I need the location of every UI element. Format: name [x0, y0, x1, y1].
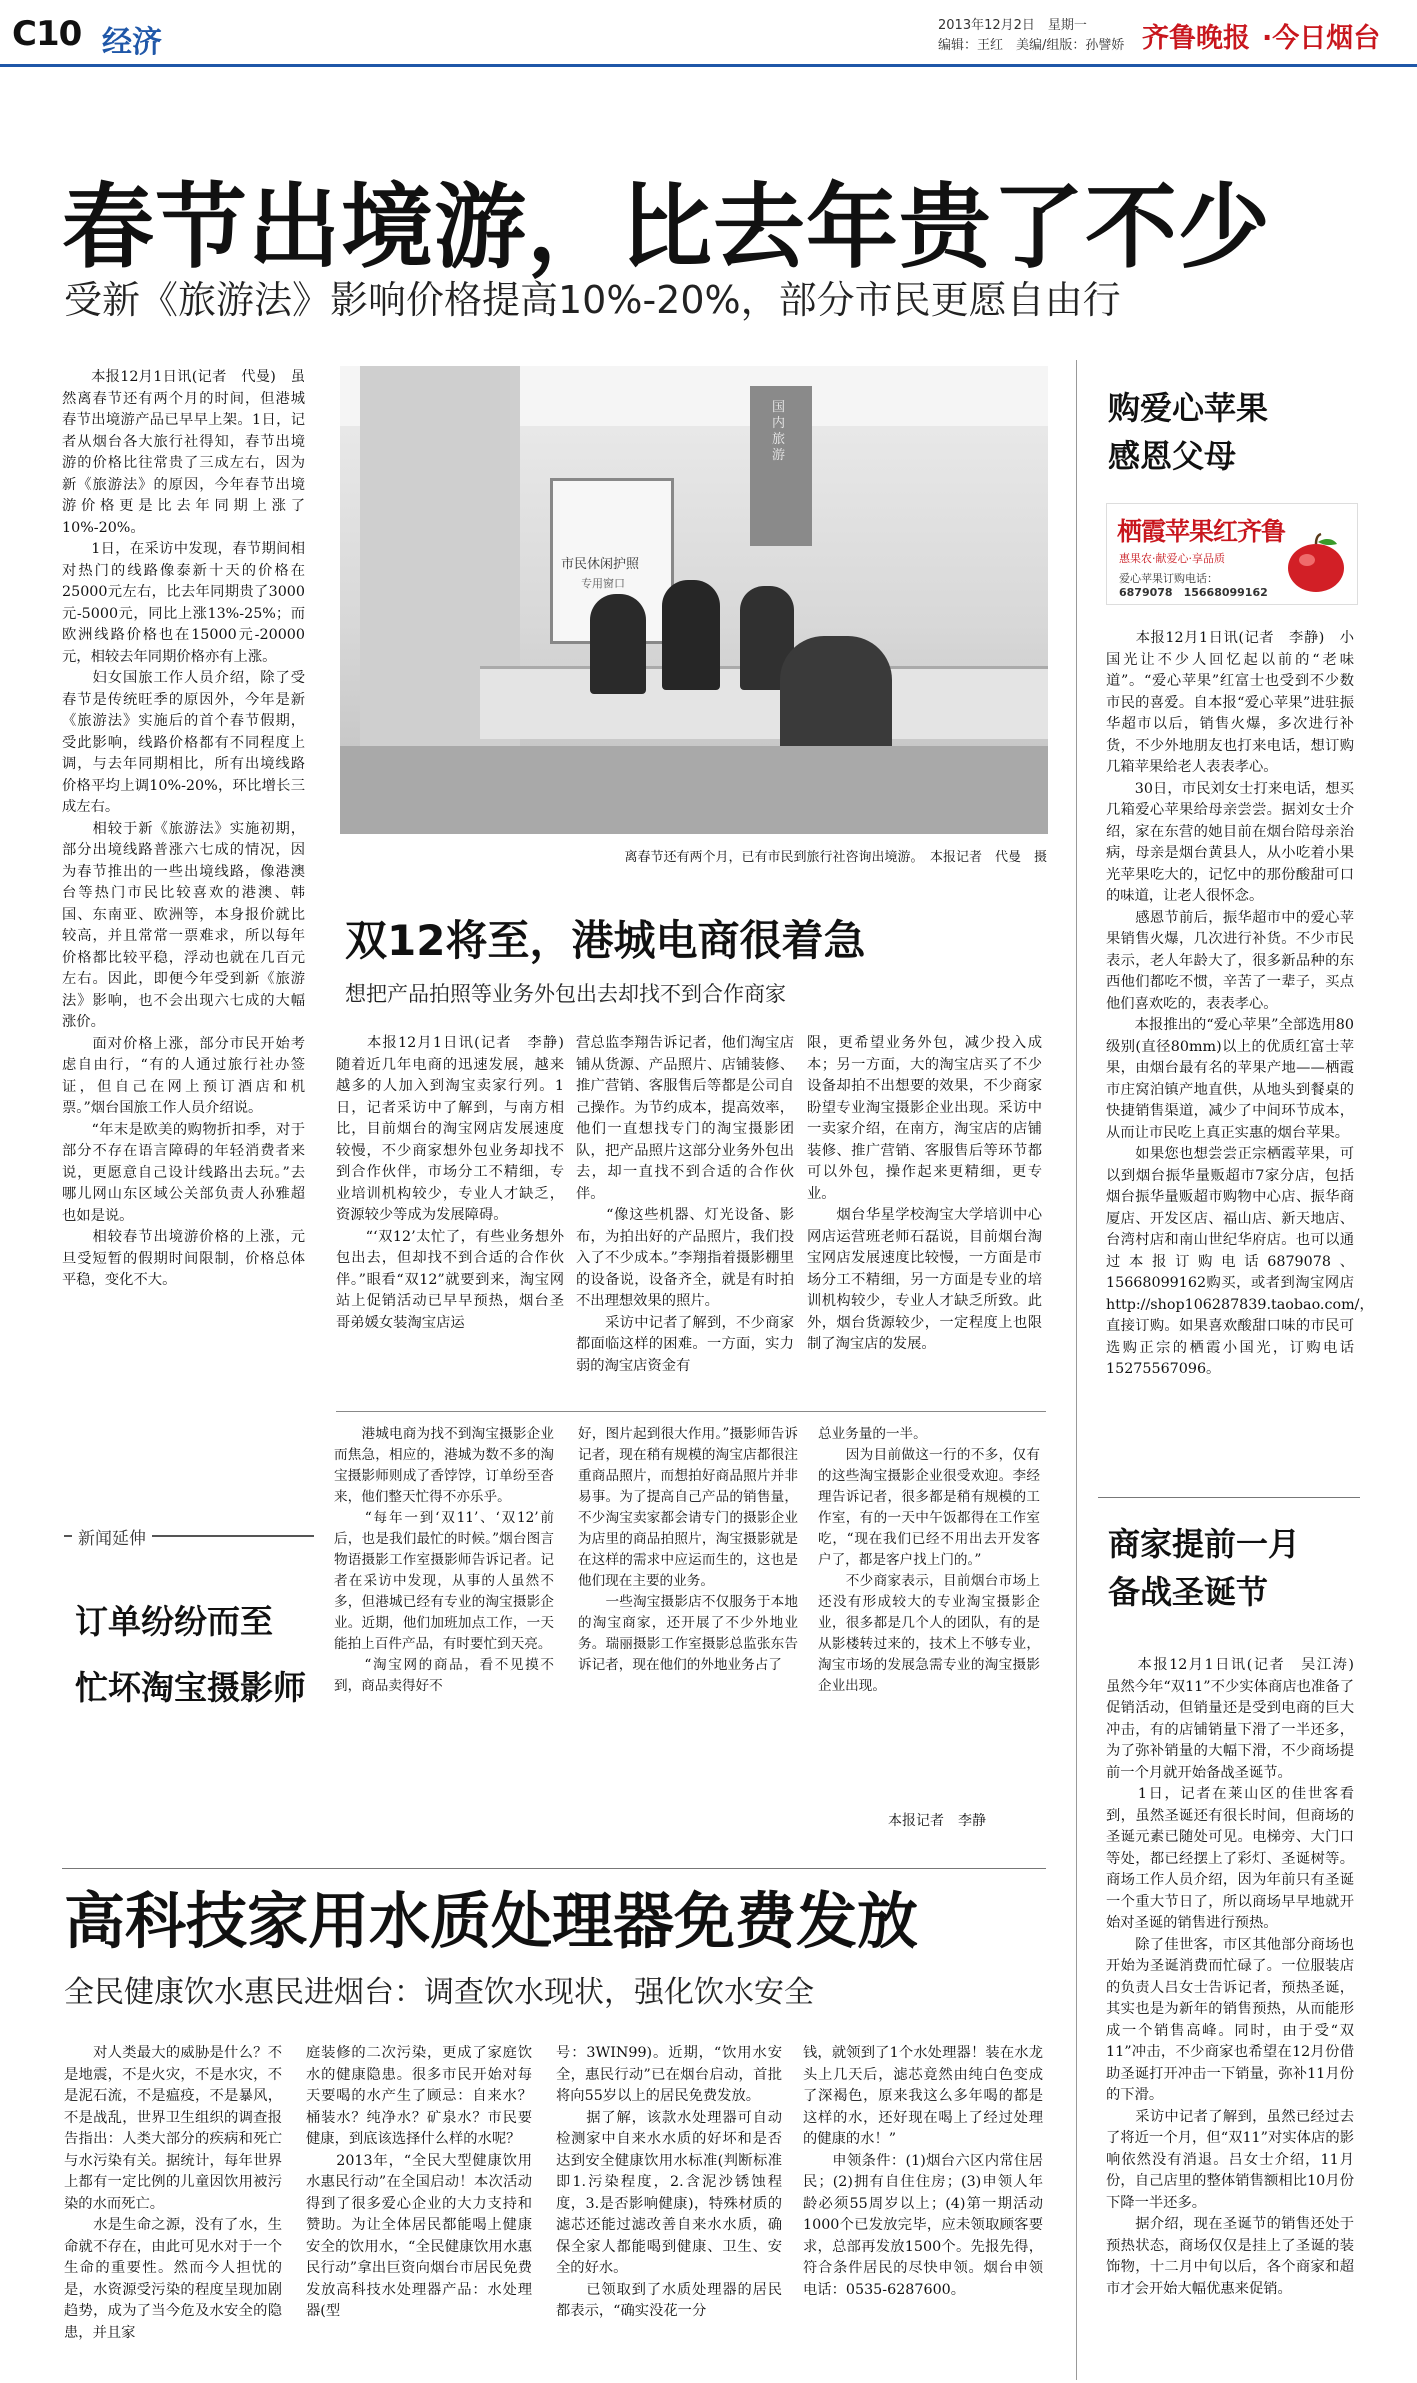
- water-body-col4: 钱，就领到了1个水处理器！装在水龙头上几天后，滤芯竟然由纯白色变成了深褐色，原来我这么多年喝的都是这样的水，还好现在喝上了经过处理的健康的水！” 申领条件：(1)烟台六区内常住居民；(2)拥有自住住房；(3)申领人年龄必须55周岁以上；(4)第一期活动1000个已发放完毕，应未领取顾客要求，总部再发放1500个。先报先得，符合条件居民的尽快申领。烟台申领电话：0535-6287600。: [803, 2045, 1043, 2298]
- lead-headline: 春节出境游，比去年贵了不少: [62, 173, 1272, 281]
- page-header: [0, 0, 1417, 66]
- lead-body-col1: 本报12月1日讯(记者 代曼) 虽然离春节还有两个月的时间，但港城春节出境游产品已早早上架。1日，记者从烟台各大旅行社得知，春节出境游的价格比往常贵了三成左右，因为新《旅游法》的原因，今年春节出境游价格更是比去年同期上涨了10%-20%。 1日，在采访中发现，春节期间相对热门的线路像泰新十天的价格在25000元左右，比去年同期贵了3000元-5000元，同比上涨13%-25%；而欧洲线路价格也在15000元-20000元，相较去年同期价格亦有上涨。 妇女国旅工作人员介绍，除了受春节是传统旺季的原因外，今年是新《旅游法》实施后的首个春节假期，受此影响，线路价格都有不同程度上调，与去年同期相比，所有出境线路价格平均上调10%-20%，环比增长三成左右。 相较于新《旅游法》实施初期，部分出境线路普涨六七成的情况，因为春节推出的一些出境线路，像港澳台等热门市民比较喜欢的港澳、韩国、东南亚、欧洲等，本身报价就比较高，并且常常一票难求，所以每年价格都比较平稳，浮动也就在几百元左右。因此，即便今年受到新《旅游法》影响，也不会出现六七成的大幅涨价。 面对价格上涨，部分市民开始考虑自由行，“有的人通过旅行社办签证，但自己在网上预订酒店和机票。”烟台国旅工作人员介绍说。 “年末是欧美的购物折扣季，对于部分不存在语言障碍的年轻消费者来说，更愿意自己设计线路出去玩。”去哪儿网山东区域公关部负责人孙雅超也如是说。 相较春节出境游价格的上涨，元旦受短暂的假期时间限制，价格总体平稳，变化不大。: [62, 369, 305, 1288]
- newspaper-logo: 齐鲁晚报: [1142, 23, 1250, 54]
- apple-headline-1: 购爱心苹果: [1108, 389, 1269, 427]
- apple-icon: [1285, 534, 1347, 594]
- water-body-col1: 对人类最大的威胁是什么？不是地震，不是火灾，不是水灾，不是泥石流，不是瘟疫，不是暴风，不是战乱，世界卫生组织的调查报告指出：人类大部分的疾病和死亡与水污染有关。据统计，每年世界上都有一定比例的儿童因饮用被污染的水而死亡。 水是生命之源，没有了水，生命就不存在，由此可见水对于一个生命的重要性。然而今人担忧的是，水资源受污染的程度呈现加剧趋势，成为了当今危及水安全的隐患，并且家: [64, 2045, 282, 2341]
- ecommerce-divider: [336, 1411, 1046, 1412]
- news-extension-tag: [64, 1529, 314, 1557]
- photo-sign-subtext: 专用窗口: [581, 577, 625, 590]
- page-number: C10: [12, 14, 82, 54]
- orders-headline-2: 忙坏淘宝摄影师: [75, 1668, 306, 1707]
- apple-advert-phone-label: 爱心苹果订购电话：: [1119, 572, 1218, 585]
- ecommerce-body-col2: 营总监李翔告诉记者，他们淘宝店铺从货源、产品照片、店铺装修、推广营销、客服售后等都是公司自己操作。为节约成本，提高效率，他们一直想找专门的淘宝摄影团队，把产品照片这部分业务外包出去，却一直找不到合适的合作伙伴。 “像这些机器、灯光设备、影布，为拍出好的产品照片，我们投入了不少成本。”李翔指着摄影棚里的设备说，设备齐全，就是有时拍不出理想效果的照片。 采访中记者了解到，不少商家都面临这样的困难。一方面，实力弱的淘宝店资金有: [576, 1035, 794, 1374]
- news-extension-tag-text: 新闻延伸: [72, 1524, 152, 1549]
- edition-label: 今日烟台: [1272, 23, 1381, 54]
- header-rule: [0, 64, 1417, 67]
- lower-section-rule: [62, 1868, 1046, 1869]
- ecommerce-body-col3: 限，更希望业务外包，减少投入成本；另一方面，大的淘宝店买了不少设备却拍不出想要的效果，不少商家盼望专业淘宝摄影企业出现。采访中一卖家介绍，在南方，淘宝店的店铺装修、推广营销、客服售后等环节都可以外包，操作起来更精细，更专业。 烟台华星学校淘宝大学培训中心网店运营班老师石磊说，目前烟台淘宝网店发展速度比较慢，一方面是市场分工不精细，另一方面是专业的培训机构较少，专业人才缺乏所致。此外，烟台货源较少，一定程度上也限制了淘宝店的发展。: [807, 1035, 1042, 1352]
- xmas-body: 本报12月1日讯(记者 吴江涛) 虽然今年“双11”不少实体商店也准备了促销活动，但销量还是受到电商的巨大冲击，有的店铺销量下滑了一半还多，为了弥补销量的大幅下滑，不少商场提前一个月就开始备战圣诞节。 1日，记者在莱山区的佳世客看到，虽然圣诞还有很长时间，但商场的圣诞元素已随处可见。电梯旁、大门口等处，都已经摆上了彩灯、圣诞树等。商场工作人员介绍，因为年前只有圣诞一个重大节日了，所以商场早早地就开始对圣诞的销售进行预热。 除了佳世客，市区其他部分商场也开始为圣诞消费而忙碌了。一位服装店的负责人吕女士告诉记者，预热圣诞，其实也是为新年的销售预热，从而能形成一个销售高峰。同时，由于受“双11”冲击，不少商家也希望在12月份借助圣诞打开冲击一下销量，弥补11月份的下滑。 采访中记者了解到，虽然已经过去了将近一个月，但“双11”对实体店的影响依然没有消退。吕女士介绍，11月份，自己店里的整体销售额相比10月份下降一半还多。 据介绍，现在圣诞节的销售还处于预热状态，商场仅仅是挂上了圣诞的装饰物，十二月中旬以后，各个商家和超市才会开始大幅优惠来促销。: [1106, 1657, 1354, 2297]
- orders-headline-1: 订单纷纷而至: [75, 1602, 273, 1641]
- xmas-headline-1: 商家提前一月: [1108, 1525, 1301, 1563]
- photo-floor: [340, 746, 1048, 834]
- edition-dot: ·: [1262, 23, 1273, 54]
- apple-advert-slogan: 惠果农·献爱心·享品质: [1119, 552, 1225, 565]
- orders-body-col2: 好，图片起到很大作用。”摄影师告诉记者，现在稍有规模的淘宝店都很注重商品照片，而想拍好商品照片并非易事。为了提高自己产品的销售量，不少淘宝卖家都会请专门的摄影企业为店里的商品拍照片，淘宝摄影就是在这样的需求中应运而生的，这也是他们现在主要的业务。 一些淘宝摄影店不仅服务于本地的淘宝商家，还开展了不少外地业务。瑞丽摄影工作室摄影总监张东告诉记者，现在他们的外地业务占了: [578, 1426, 798, 1673]
- water-body-col2: 庭装修的二次污染，更成了家庭饮水的健康隐患。很多市民开始对每天要喝的水产生了顾忌：自来水？桶装水？纯净水？矿泉水？市民要健康，到底该选择什么样的水呢？ 2013年，“全民大型健康饮用水惠民行动”在全国启动！本次活动得到了很多爱心企业的大力支持和赞助。为让全体居民都能喝上健康安全的饮用水，“全民健康饮用水惠民行动”拿出巨资向烟台市居民免费发放高科技水处理器产品：水处理器(型: [306, 2045, 532, 2319]
- orders-byline: 本报记者 李静: [888, 1813, 986, 1829]
- water-body-col3: 号：3WIN99)。近期，“饮用水安全，惠民行动”已在烟台启动，首批将向55岁以上的居民免费发放。 据了解，该款水处理器可自动检测家中自来水水质的好坏和是否达到安全健康饮用水标准(判断标准即1.污染程度，2.含泥沙锈蚀程度，3.是否影响健康)，特殊材质的滤芯还能过滤改善自来水水质，确保全家人都能喝到健康、卫生、安全的好水。 已领取到了水质处理器的居民都表示，“确实没花一分: [556, 2045, 782, 2319]
- header-date: 2013年12月2日 星期一: [938, 18, 1087, 33]
- photo-banner-text: 国内旅游: [772, 400, 786, 463]
- photo-banner: [750, 386, 812, 546]
- ecommerce-headline: 双12将至，港城电商很着急: [345, 916, 866, 965]
- apple-headline-2: 感恩父母: [1108, 437, 1237, 475]
- photo-sign-text: 市民休闲护照: [561, 557, 640, 572]
- orders-body-col3: 总业务量的一半。 因为目前做这一行的不多，仅有的这些淘宝摄影企业很受欢迎。李经理告诉记者，很多都是稍有规模的工作室，有的一天中午饭都得在工作室吃，“现在我们已经不用出去开发客户了，都是客户找上门的。” 不少商家表示，目前烟台市场上还没有形成较大的专业淘宝摄影企业，很多都是几个人的团队，有的是从影楼转过来的，技术上不够专业，淘宝市场的发展急需专业的淘宝摄影企业出现。: [818, 1426, 1040, 1694]
- edition-name: [1262, 16, 1380, 55]
- header-editors: 编辑：王红 美编/组版：孙譬娇: [938, 38, 1125, 53]
- section-name: 经济: [102, 25, 162, 60]
- orders-body-col1: 港城电商为找不到淘宝摄影企业而焦急，相应的，港城为数不多的淘宝摄影师则成了香饽饽，订单纷至沓来，他们整天忙得不亦乐乎。 “每年一到‘双11’、‘双12’前后，也是我们最忙的时候。”烟台图言物语摄影工作室摄影师告诉记者。记者在采访中发现，从事的人虽然不多，但港城已经有专业的淘宝摄影企业。近期，他们加班加点工作，一天能拍上百件产品，有时要忙到天亮。 “淘宝网的商品，看不见摸不到，商品卖得好不: [334, 1426, 554, 1694]
- lead-photo: [340, 366, 1048, 834]
- photo-person-2: [662, 580, 720, 690]
- photo-person-1: [590, 594, 646, 694]
- lead-photo-caption: 离春节还有两个月，已有市民到旅行社咨询出境游。 本报记者 代曼 摄: [624, 850, 1047, 865]
- right-column-rule: [1098, 1497, 1360, 1498]
- lead-subhead: 受新《旅游法》影响价格提高10%-20%，部分市民更愿自由行: [64, 278, 1121, 322]
- apple-advert-title: 栖霞苹果红齐鲁: [1117, 517, 1286, 546]
- apple-advert: [1106, 503, 1358, 605]
- water-headline: 高科技家用水质处理器免费发放: [64, 1886, 919, 1957]
- ecommerce-body-col1: 本报12月1日讯(记者 李静) 随着近几年电商的迅速发展，越来越多的人加入到淘宝卖家行列。1日，记者采访中了解到，与南方相比，目前烟台的淘宝网店发展速度较慢，不少商家想外包业务却找不到合作伙伴，市场分工不精细，专业培训机构较少，专业人才缺乏，资源较少等成为发展障碍。 “‘双12’太忙了，有些业务想外包出去，但却找不到合适的合作伙伴。”眼看“双12”就要到来，淘宝网站上促销活动已早早预热，烟台圣哥弟媛女装淘宝店运: [336, 1035, 564, 1331]
- water-subhead: 全民健康饮水惠民进烟台：调查饮水现状，强化饮水安全: [64, 1975, 814, 2010]
- xmas-headline-2: 备战圣诞节: [1108, 1573, 1269, 1611]
- apple-body: 本报12月1日讯(记者 李静) 小国光让不少人回忆起以前的“老味道”。“爱心苹果”红富士也受到不少数市民的喜爱。自本报“爱心苹果”进驻振华超市以后，销售火爆，多次进行补货，不少外地朋友也打来电话，想订购几箱苹果给老人表表孝心。 30日，市民刘女士打来电话，想买几箱爱心苹果给母亲尝尝。据刘女士介绍，家在东营的她目前在烟台陪母亲治病，母亲是烟台黄县人，从小吃着小果光苹果吃大的，记忆中的那份酸甜可口的味道，让老人很怀念。 感恩节前后，振华超市中的爱心苹果销售火爆，几次进行补货。不少市民表示，老人年龄大了，很多新品种的东西他们都吃不惯，辛苦了一辈子，买点他们喜欢吃的，表表孝心。 本报推出的“爱心苹果”全部选用80级别(直径80mm)以上的优质红富士苹果，由烟台最有名的苹果产地——栖霞市庄窝泊镇产地直供，从地头到餐桌的快捷销售渠道，减少了中间环节成本，从而让市民吃上真正实惠的烟台苹果。 如果您也想尝尝正宗栖霞苹果，可以到烟台振华量贩超市7家分店，包括烟台振华量贩超市购物中心店、振华商厦店、开发区店、福山店、新天地店、台湾村店和南山世纪华府店。也可以通过本报订购电话6879078、15668099162购买，或者到淘宝网店http://shop106287839.taobao.com/，直接订购。如果喜欢酸甜口味的市民可选购正宗的栖霞小国光，订购电话15275567096。: [1106, 630, 1374, 1377]
- ecommerce-subhead: 想把产品拍照等业务外包出去却找不到合作商家: [345, 982, 786, 1006]
- apple-advert-phone: 6879078 15668099162: [1119, 586, 1268, 599]
- right-column-divider: [1076, 360, 1077, 2380]
